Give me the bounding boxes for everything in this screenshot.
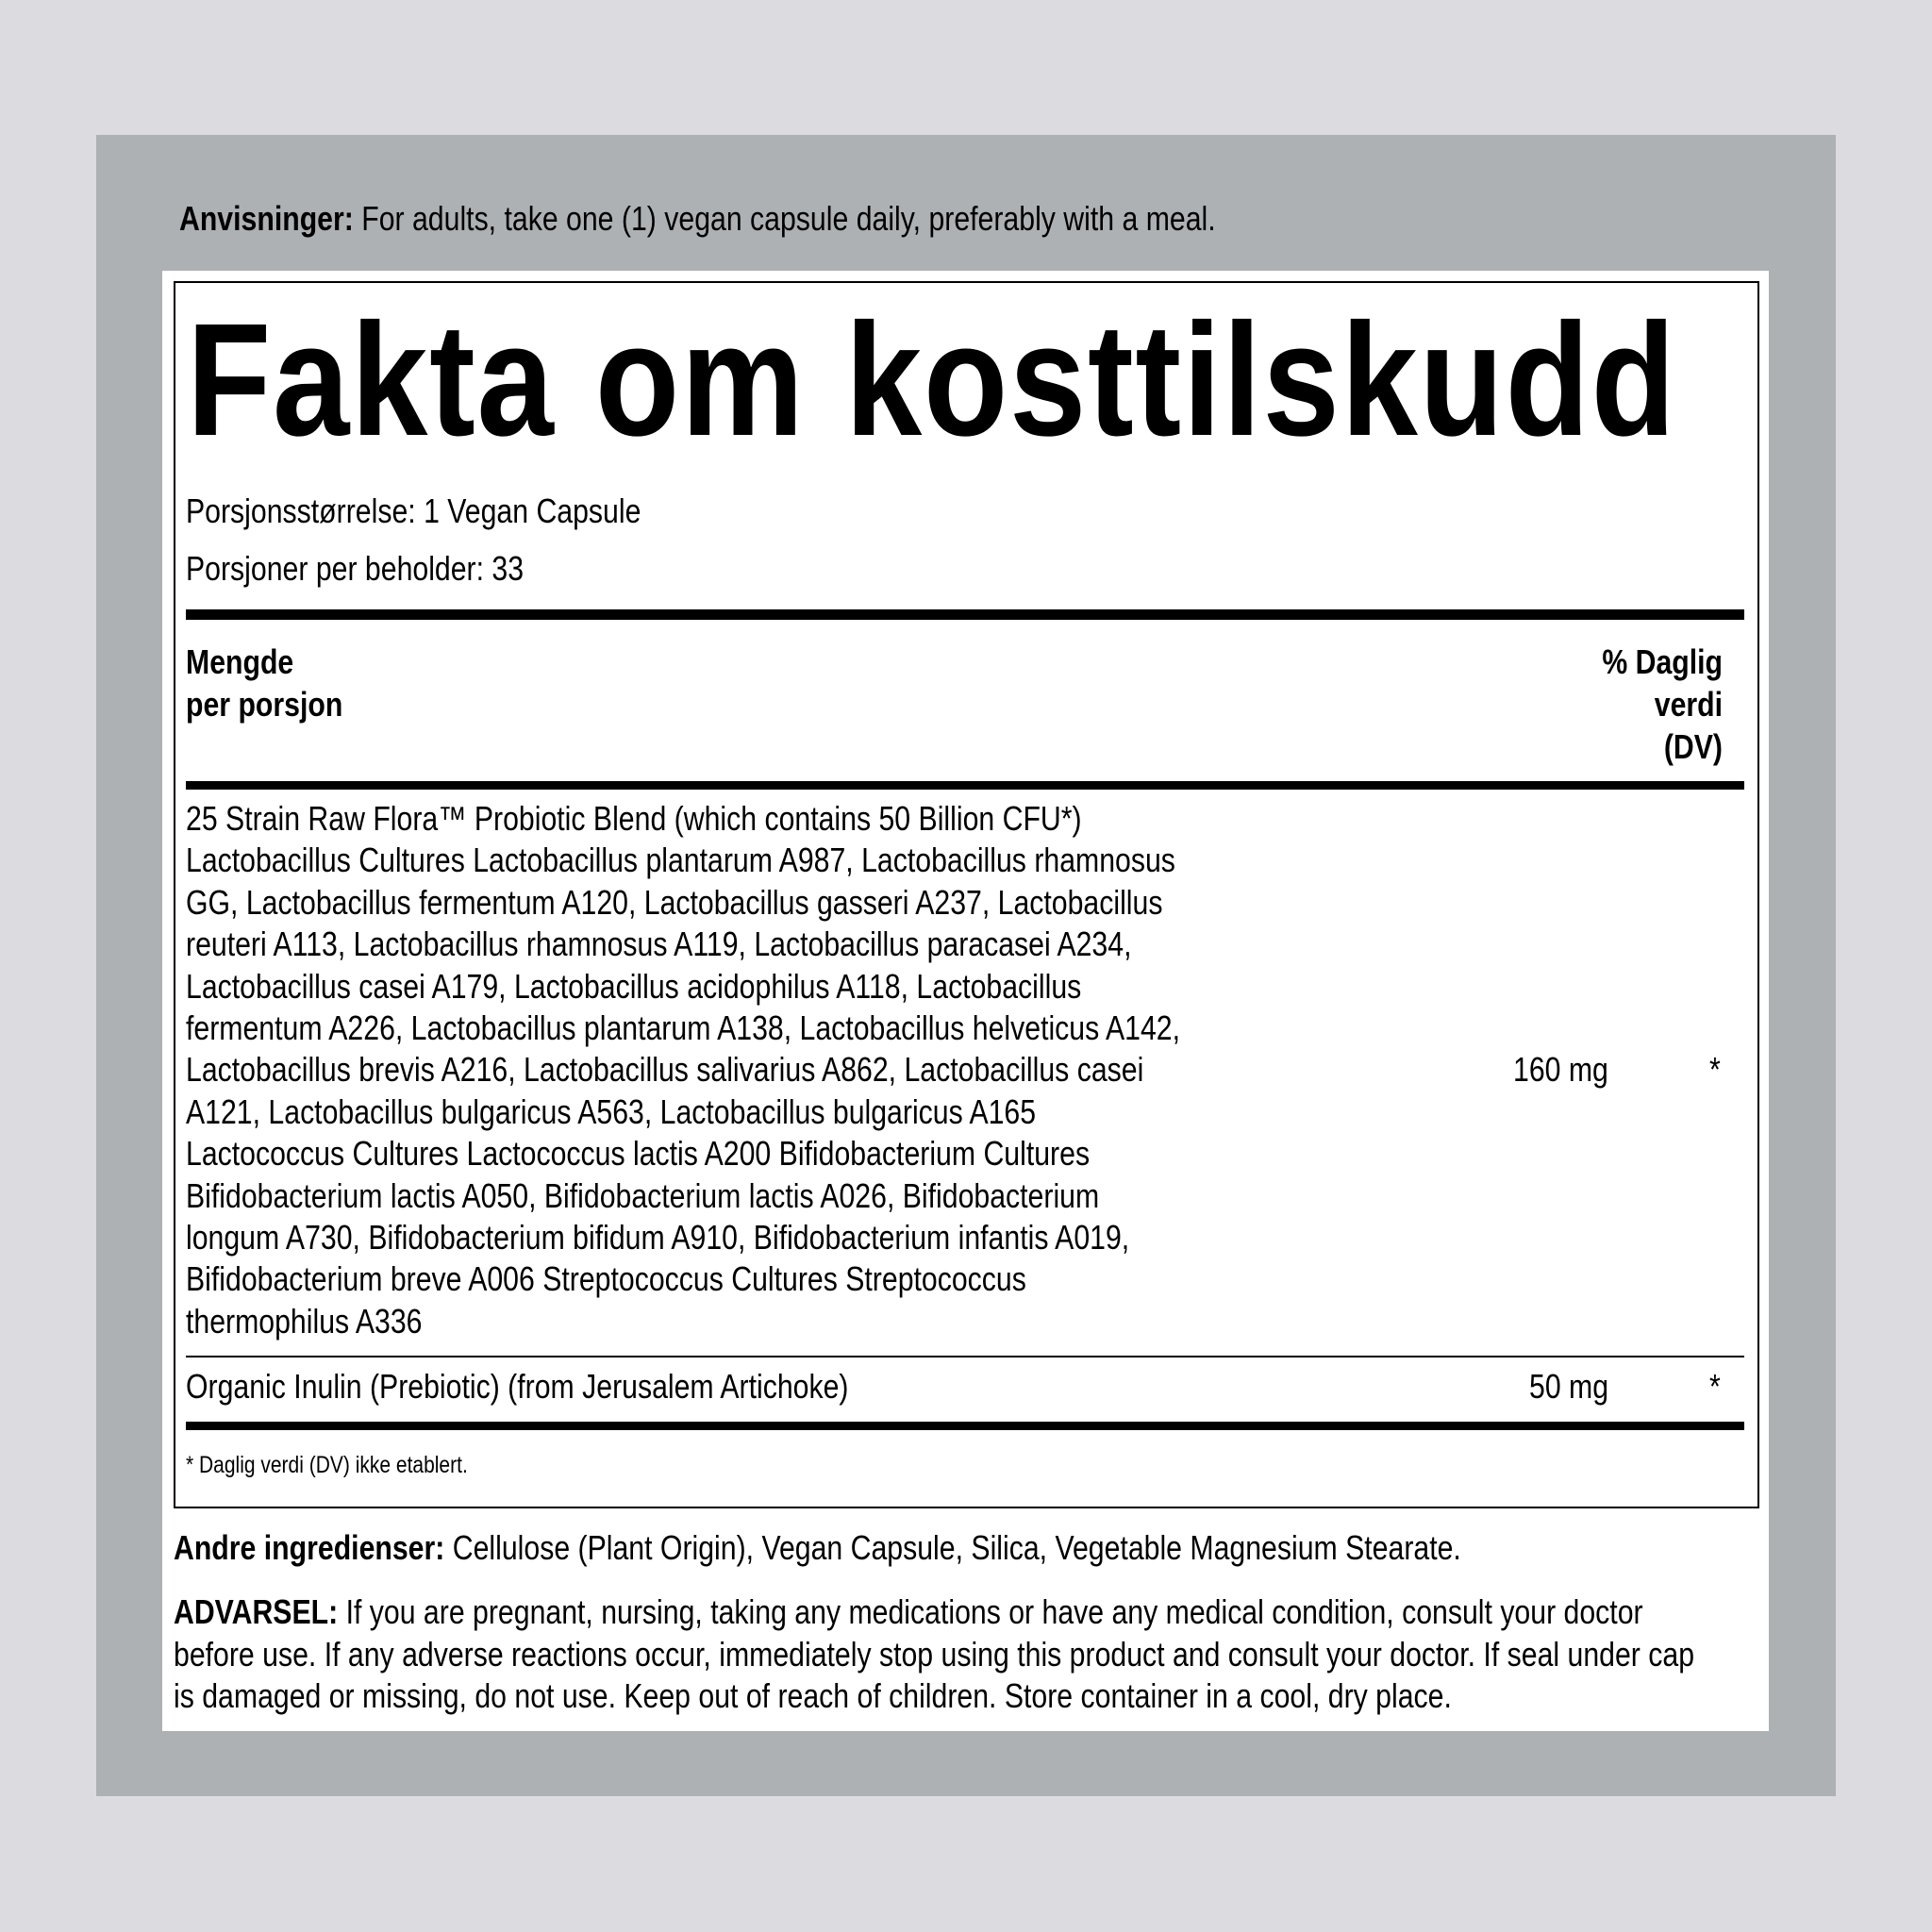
blend-line: fermentum A226, Lactobacillus plantarum A138, Lactobacillus helveticus A142, (186, 1008, 1181, 1047)
serving-size: Porsjonsstørrelse: 1 Vegan Capsule (186, 491, 641, 530)
warning-text: If you are pregnant, nursing, taking any medications or have any medical condition, consult your doctor (338, 1592, 1643, 1631)
thick-divider (186, 1422, 1744, 1430)
directions-text: For adults, take one (1) vegan capsule daily, preferably with a meal. (353, 199, 1216, 238)
blend-line: A121, Lactobacillus bulgaricus A563, Lactobacillus bulgaricus A165 (186, 1091, 1037, 1131)
warning-line: before use. If any adverse reactions occur, immediately stop using this product and consult your doctor. If seal under cap (174, 1635, 1695, 1674)
header-dv-2: verdi (1654, 685, 1723, 724)
other-ingredients-label: Andre ingredienser: (174, 1528, 445, 1567)
blend-line: Lactococcus Cultures Lactococcus lactis A200 Bifidobacterium Cultures (186, 1134, 1091, 1174)
inulin-amount: 50 mg (1529, 1367, 1609, 1406)
blend-line: 25 Strain Raw Flora™ Probiotic Blend (which contains 50 Billion CFU*) (186, 799, 1082, 838)
blend-line: Lactobacillus casei A179, Lactobacillus acidophilus A118, Lactobacillus (186, 966, 1082, 1006)
thick-divider (186, 609, 1744, 620)
inulin-name: Organic Inulin (Prebiotic) (from Jerusalem Artichoke) (186, 1367, 849, 1406)
blend-line: Bifidobacterium lactis A050, Bifidobacterium lactis A026, Bifidobacterium (186, 1175, 1100, 1215)
header-amount-2: per porsjon (186, 685, 343, 724)
blend-line: thermophilus A336 (186, 1301, 423, 1341)
warning-label: ADVARSEL: (174, 1592, 339, 1631)
blend-amount: 160 mg (1513, 1050, 1608, 1089)
blend-dv: * (1709, 1050, 1721, 1089)
probiotic-blend-name (186, 799, 1370, 1346)
header-amount-1: Mengde (186, 642, 294, 681)
blend-line: GG, Lactobacillus fermentum A120, Lactobacillus gasseri A237, Lactobacillus (186, 882, 1163, 922)
inulin-dv: * (1709, 1367, 1721, 1406)
blend-line: longum A730, Bifidobacterium bifidum A910, Bifidobacterium infantis A019, (186, 1217, 1130, 1257)
blend-line: Lactobacillus brevis A216, Lactobacillus salivarius A862, Lactobacillus casei (186, 1050, 1144, 1090)
footnote: * Daglig verdi (DV) ikke etablert. (186, 1452, 468, 1478)
warning-line: is damaged or missing, do not use. Keep out of reach of children. Store container in a cool, dry place. (174, 1676, 1452, 1715)
servings-per-container: Porsjoner per beholder: 33 (186, 549, 525, 588)
other-ingredients (174, 1528, 1461, 1567)
facts-title: Fakta om kosttilskudd (187, 291, 1677, 470)
blend-line: reuteri A113, Lactobacillus rhamnosus A119, Lactobacillus paracasei A234, (186, 924, 1132, 964)
other-ingredients-text: Cellulose (Plant Origin), Vegan Capsule, Silica, Vegetable Magnesium Stearate. (444, 1528, 1461, 1567)
directions-label: Anvisninger: (179, 199, 354, 238)
directions (179, 199, 1216, 238)
header-dv-3: (DV) (1663, 727, 1723, 766)
blend-line: Lactobacillus Cultures Lactobacillus plantarum A987, Lactobacillus rhamnosus (186, 841, 1175, 880)
header-dv-1: % Daglig (1602, 642, 1723, 681)
thin-divider (186, 1356, 1744, 1357)
blend-line: Bifidobacterium breve A006 Streptococcus Cultures Streptococcus (186, 1259, 1026, 1299)
warning-line (174, 1592, 1643, 1631)
thick-divider (186, 781, 1744, 790)
